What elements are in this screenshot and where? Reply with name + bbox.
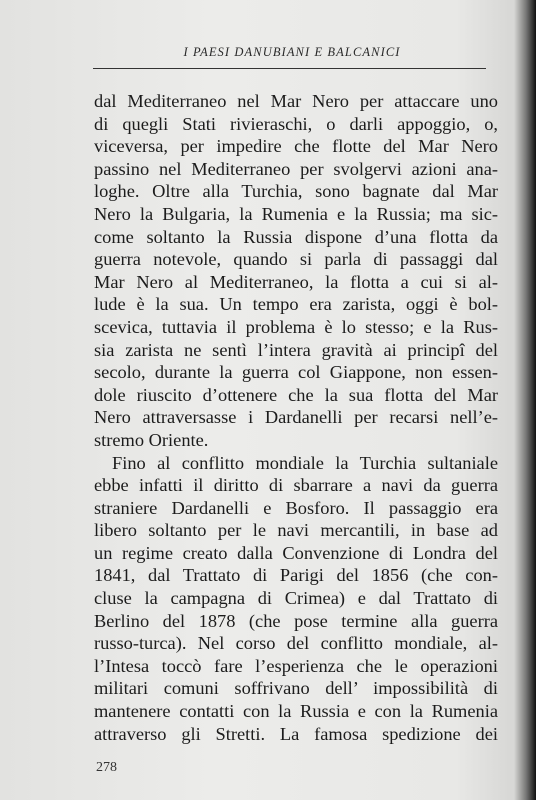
text-line: Mar Nero al Mediterraneo, la flotta a cui si al-	[94, 271, 498, 292]
text-line: secolo, durante la guerra col Giappone, non essen-	[94, 362, 498, 383]
spine-shadow	[514, 0, 536, 800]
header-rule	[93, 68, 486, 69]
text-line: un regime creato dalla Convenzione di Londra del	[94, 542, 498, 563]
running-head: I PAESI DANUBIANI E BALCANICI	[183, 45, 401, 59]
text-line: russo-turca). Nel corso del conflitto mondiale, al-	[94, 633, 498, 654]
text-line: come soltanto la Russia dispone d’una flotta da	[94, 226, 498, 247]
text-line: viceversa, per impedire che flotte del Mar Nero	[94, 136, 498, 157]
text-line: cluse la campagna di Crimea) e dal Trattato di	[94, 588, 498, 609]
paragraph-2	[94, 452, 498, 746]
text-line: scevica, tuttavia il problema è lo stesso; e la Rus-	[94, 316, 498, 337]
text-line: guerra notevole, quando si parla di passaggi dal	[94, 249, 498, 270]
text-line: ebbe infatti il diritto di sbarrare a navi da guerra	[94, 475, 498, 496]
text-line: militari comuni soffrivano dell’ impossibilità di	[94, 678, 498, 699]
paragraph-1	[94, 90, 498, 452]
text-line: loghe. Oltre alla Turchia, sono bagnate dal Mar	[94, 181, 498, 202]
text-line: 1841, dal Trattato di Parigi del 1856 (che con-	[94, 565, 498, 586]
page-number: 278	[96, 760, 117, 775]
text-line: Berlino del 1878 (che pose termine alla guerra	[94, 610, 498, 631]
text-line: Nero la Bulgaria, la Rumenia e la Russia; ma sic-	[94, 203, 498, 224]
text-line: libero soltanto per le navi mercantili, in base ad	[94, 520, 498, 541]
text-line: straniere Dardanelli e Bosforo. Il passaggio era	[94, 497, 498, 518]
text-line: dal Mediterraneo nel Mar Nero per attaccare uno	[94, 91, 498, 111]
text-line: sia zarista ne sentì l’intera gravità ai principî del	[94, 339, 498, 360]
text-line: stremo Oriente.	[94, 429, 209, 450]
text-line: l’Intesa toccò fare l’esperienza che le operazioni	[94, 655, 498, 676]
body-text	[94, 90, 498, 745]
text-line: attraverso gli Stretti. La famosa spedizione dei	[94, 723, 498, 744]
text-line: lude è la sua. Un tempo era zarista, oggi è bol-	[94, 294, 498, 315]
text-line: Fino al conflitto mondiale la Turchia sultaniale	[112, 452, 498, 473]
text-line: dole riuscito d’ottenere che la sua flotta del Mar	[94, 384, 498, 405]
text-line: mantenere contatti con la Russia e con la Rumenia	[94, 701, 498, 722]
text-line: passino nel Mediterraneo per svolgervi azioni ana-	[94, 158, 498, 179]
text-line: di quegli Stati rivieraschi, o darli appoggio, o,	[94, 113, 498, 134]
text-line: Nero attraversasse i Dardanelli per recarsi nell’e-	[94, 407, 498, 428]
